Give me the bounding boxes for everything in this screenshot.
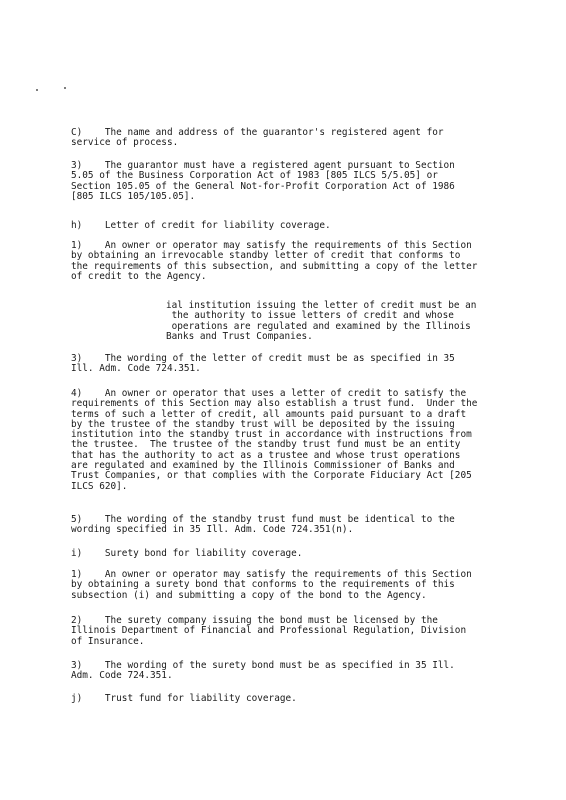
paragraph-j bbox=[71, 694, 297, 704]
text-line: 2) The surety company issuing the bond must be licensed by the bbox=[71, 615, 438, 626]
text-line: 1) An owner or operator may satisfy the requirements of this Section bbox=[71, 569, 472, 580]
text-line: terms of such a letter of credit, all amounts paid pursuant to a draft bbox=[71, 408, 467, 420]
text-line: requirements of this Section may also establish a trust fund. Under the bbox=[71, 398, 478, 410]
text-line: operations are regulated and examined by the Illinois bbox=[166, 320, 471, 332]
text-line: of credit to the Agency. bbox=[71, 270, 207, 282]
text-line: Trust Companies, or that complies with the Corporate Fiduciary Act [205 bbox=[71, 470, 472, 482]
text-line: Ill. Adm. Code 724.351. bbox=[71, 363, 201, 375]
text-line: are regulated and examined by the Illinois Commissioner of Banks and bbox=[71, 460, 455, 472]
scan-speck bbox=[36, 89, 38, 91]
text-line: service of process. bbox=[71, 137, 179, 149]
scan-speck bbox=[64, 87, 66, 89]
text-line: Adm. Code 724.351. bbox=[71, 670, 173, 682]
paragraph-c bbox=[71, 128, 444, 149]
text-line: C) The name and address of the guarantor's registered agent for bbox=[71, 127, 444, 138]
text-line: 5) The wording of the standby trust fund must be identical to the bbox=[71, 514, 455, 525]
text-line: i) Surety bond for liability coverage. bbox=[71, 548, 303, 559]
paragraph-i2 bbox=[71, 616, 466, 647]
text-line: of Insurance. bbox=[71, 635, 145, 647]
paragraph-i bbox=[71, 549, 302, 559]
text-line: 3) The guarantor must have a registered agent pursuant to Section bbox=[71, 160, 455, 171]
paragraph-i3 bbox=[71, 661, 455, 682]
text-line: wording specified in 35 Ill. Adm. Code 724.351(n). bbox=[71, 524, 354, 536]
text-line: institution into the standby trust in accordance with instructions from bbox=[71, 429, 472, 441]
paragraph-h bbox=[71, 221, 331, 231]
paragraph-i1 bbox=[71, 570, 472, 601]
text-line: 4) An owner or operator that uses a letter of credit to satisfy the bbox=[71, 388, 467, 399]
paragraph-c3 bbox=[71, 161, 455, 202]
text-line: j) Trust fund for liability coverage. bbox=[71, 693, 297, 704]
text-line: by the trustee of the standby trust will be deposited by the issuing bbox=[71, 418, 455, 430]
text-line: Illinois Department of Financial and Professional Regulation, Division bbox=[71, 625, 467, 637]
paragraph-h5 bbox=[71, 515, 455, 536]
text-line: 1) An owner or operator may satisfy the requirements of this Section bbox=[71, 240, 472, 251]
text-line: 5.05 of the Business Corporation Act of 1983 [805 ILCS 5/5.05] or bbox=[71, 170, 438, 182]
text-line: by obtaining an irrevocable standby letter of credit that conforms to bbox=[71, 250, 461, 262]
text-line: 3) The wording of the letter of credit must be as specified in 35 bbox=[71, 353, 455, 364]
text-line: ILCS 620]. bbox=[71, 480, 128, 492]
text-line: subsection (i) and submitting a copy of the bond to the Agency. bbox=[71, 589, 427, 601]
text-line: the authority to issue letters of credit and whose bbox=[166, 310, 454, 322]
text-line: that has the authority to act as a trustee and whose trust operations bbox=[71, 449, 461, 461]
text-line: Banks and Trust Companies. bbox=[166, 330, 313, 342]
text-line: ial institution issuing the letter of credit must be an bbox=[166, 300, 477, 311]
text-line: h) Letter of credit for liability coverage. bbox=[71, 220, 331, 231]
paragraph-h-partial bbox=[166, 301, 476, 342]
paragraph-h3 bbox=[71, 354, 455, 375]
text-line: the trustee. The trustee of the standby trust fund must be an entity bbox=[71, 439, 461, 451]
paragraph-h1 bbox=[71, 241, 477, 282]
text-line: 3) The wording of the surety bond must be as specified in 35 Ill. bbox=[71, 660, 455, 671]
text-line: [805 ILCS 105/105.05]. bbox=[71, 190, 196, 202]
text-line: the requirements of this subsection, and submitting a copy of the letter bbox=[71, 260, 478, 272]
paragraph-h4 bbox=[71, 389, 477, 492]
text-line: Section 105.05 of the General Not-for-Profit Corporation Act of 1986 bbox=[71, 180, 455, 192]
text-line: by obtaining a surety bond that conforms to the requirements of this bbox=[71, 579, 455, 591]
